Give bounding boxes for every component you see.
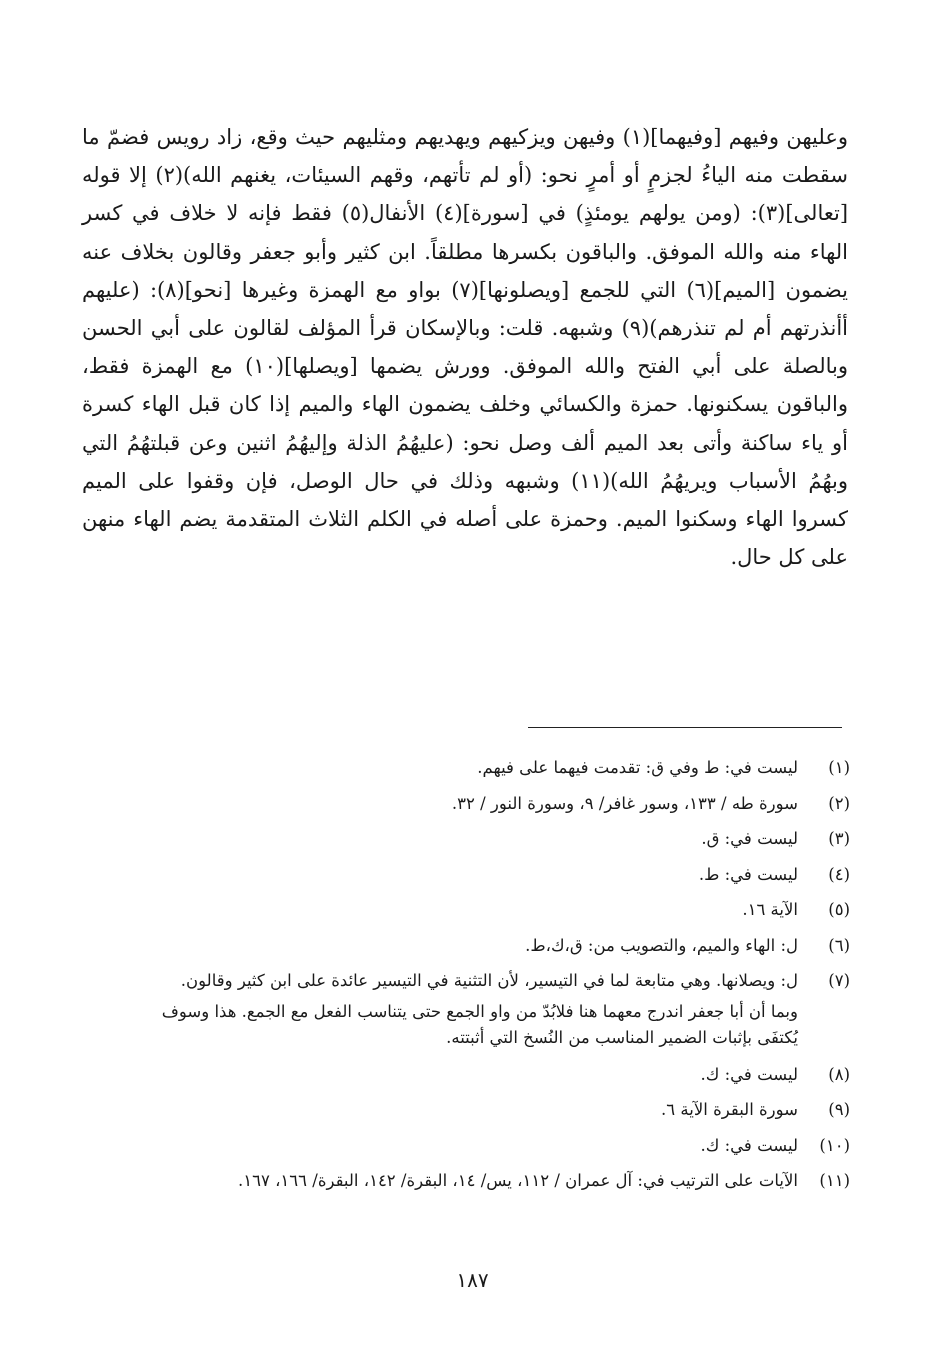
footnote-number: (٥): [828, 900, 850, 919]
footnote-separator: [528, 727, 842, 728]
footnote-text: [95, 892, 798, 928]
footnote-number: (١٠): [819, 1135, 850, 1155]
footnote-line: وبما أن أبا جعفر اندرج معهما هنا فلابُدّ من واو الجمع حتى يتناسب الفعل مع الجمع. هذا وسوف: [161, 1001, 798, 1021]
footnote-text: [95, 1163, 798, 1199]
main-text: [82, 118, 848, 576]
footnote-line: الآيات على الترتيب في: آل عمران / ١١٢، يس/ ١٤، البقرة/ ١٤٢، البقرة/ ١٦٦، ١٦٧.: [238, 1171, 798, 1190]
footnote-text: [95, 750, 798, 786]
footnote-item: [95, 1092, 850, 1128]
footnote-line: ليست في: ك.: [700, 1135, 798, 1155]
footnotes-list: [95, 750, 850, 1199]
footnote-number: (١): [828, 758, 850, 777]
footnote-text: [95, 857, 798, 893]
footnote-number: (٤): [828, 864, 850, 884]
footnote-line: ليست في: ك.: [700, 1064, 798, 1084]
footnote-text: [95, 1128, 798, 1164]
footnote-text: [95, 928, 798, 964]
footnote-number: (٦): [828, 935, 850, 955]
body-paragraph: وعليهن وفيهم [وفيهما](١) وفيهن ويزكيهم ويهديهم ومثليهم حيث وقع، زاد رويس فضمّ ما سقطت منه الياءُ لجزمٍ أو أمرٍ نحو: (أو لم تأتهم، وقهم السيئات، يغنهم الله)(٢) إلا قوله [تعالى](٣): (ومن يولهم يومئذٍ) في [سورة](٤) الأنفال(٥) فقط فإنه لا خلاف في كسر الهاء منه والله الموفق. والباقون بكسرها مطلقاً. ابن كثير وأبو جعفر وقالون بخلاف عنه يضمون [الميم](٦) التي للجمع [ويصلونها](٧) بواو مع الهمزة وغيرها [نحو](٨): (عليهم أأنذرتهم أم لم تنذرهم)(٩) وشبهه. قلت: وبالإسكان قرأ المؤلف لقالون على أبي الحسن وبالصلة على أبي الفتح والله الموفق. وورش يضمها [ويصلها](١٠) مع الهمزة فقط، والباقون يسكنونها. حمزة والكسائي وخلف يضمون الهاء والميم إذا كان قبل الهاء كسرة أو ياء ساكنة وأتى بعد الميم ألف وصل نحو: (عليهُمُ الذلة وإليهُمُ اثنين وعن قبلتهُمُ التي وبهُمُ الأسباب ويريهُمُ الله)(١١) وشبهه وذلك في حال الوصل، فإن وقفوا على الميم كسروا الهاء وسكنوا الميم. وحمزة على أصله في الكلم الثلاث المتقدمة يضم الهاء منهن على كل حال.: [82, 125, 849, 570]
footnote-item: [95, 786, 850, 822]
footnote-item: [95, 821, 850, 857]
footnote-item: [95, 1128, 850, 1164]
footnote-text: [95, 821, 798, 857]
footnote-item: [95, 857, 850, 893]
footnote-item: [95, 928, 850, 964]
footnote-text: [95, 1092, 798, 1128]
footnote-item: [95, 750, 850, 786]
footnote-line: سورة البقرة الآية ٦.: [661, 1100, 798, 1119]
footnote-line: ليست في: ط.: [698, 864, 798, 884]
footnote-number: (١١): [819, 1171, 850, 1190]
footnote-item: [95, 1057, 850, 1093]
footnote-line: ليست في: ط وفي ق: تقدمت فيهما على فيهم.: [477, 758, 798, 777]
footnote-line: ليست في: ق.: [701, 829, 798, 848]
footnote-line: سورة طه / ١٣٣، وسور غافر/ ٩، وسورة النور / ٣٢.: [451, 793, 798, 813]
footnote-number: (٧): [828, 971, 850, 990]
footnote-text: [95, 1057, 798, 1093]
footnote-line: ل: الهاء والميم، والتصويب من: ق،ك،ط.: [525, 935, 798, 955]
footnote-line: يُكتفَى بإثبات الضمير المناسب من النُسخ التي أثبتته.: [446, 1027, 798, 1047]
page-number: ١٨٧: [456, 1268, 489, 1292]
footnote-number: (٢): [828, 793, 850, 813]
footnote-number: (٣): [828, 829, 850, 848]
footnote-number: (٨): [828, 1064, 850, 1084]
footnote-item: [95, 963, 850, 1057]
footnote-text: [95, 963, 798, 1057]
footnote-text: [95, 786, 798, 822]
footnote-item: [95, 1163, 850, 1199]
footnote-number: (٩): [828, 1100, 850, 1119]
footnote-item: [95, 892, 850, 928]
footnote-line: ل: ويصلانها. وهي متابعة لما في التيسير، لأن التثنية في التيسير عائدة على ابن كثير وقالون.: [180, 971, 798, 990]
footnote-line: الآية ١٦.: [742, 900, 798, 919]
